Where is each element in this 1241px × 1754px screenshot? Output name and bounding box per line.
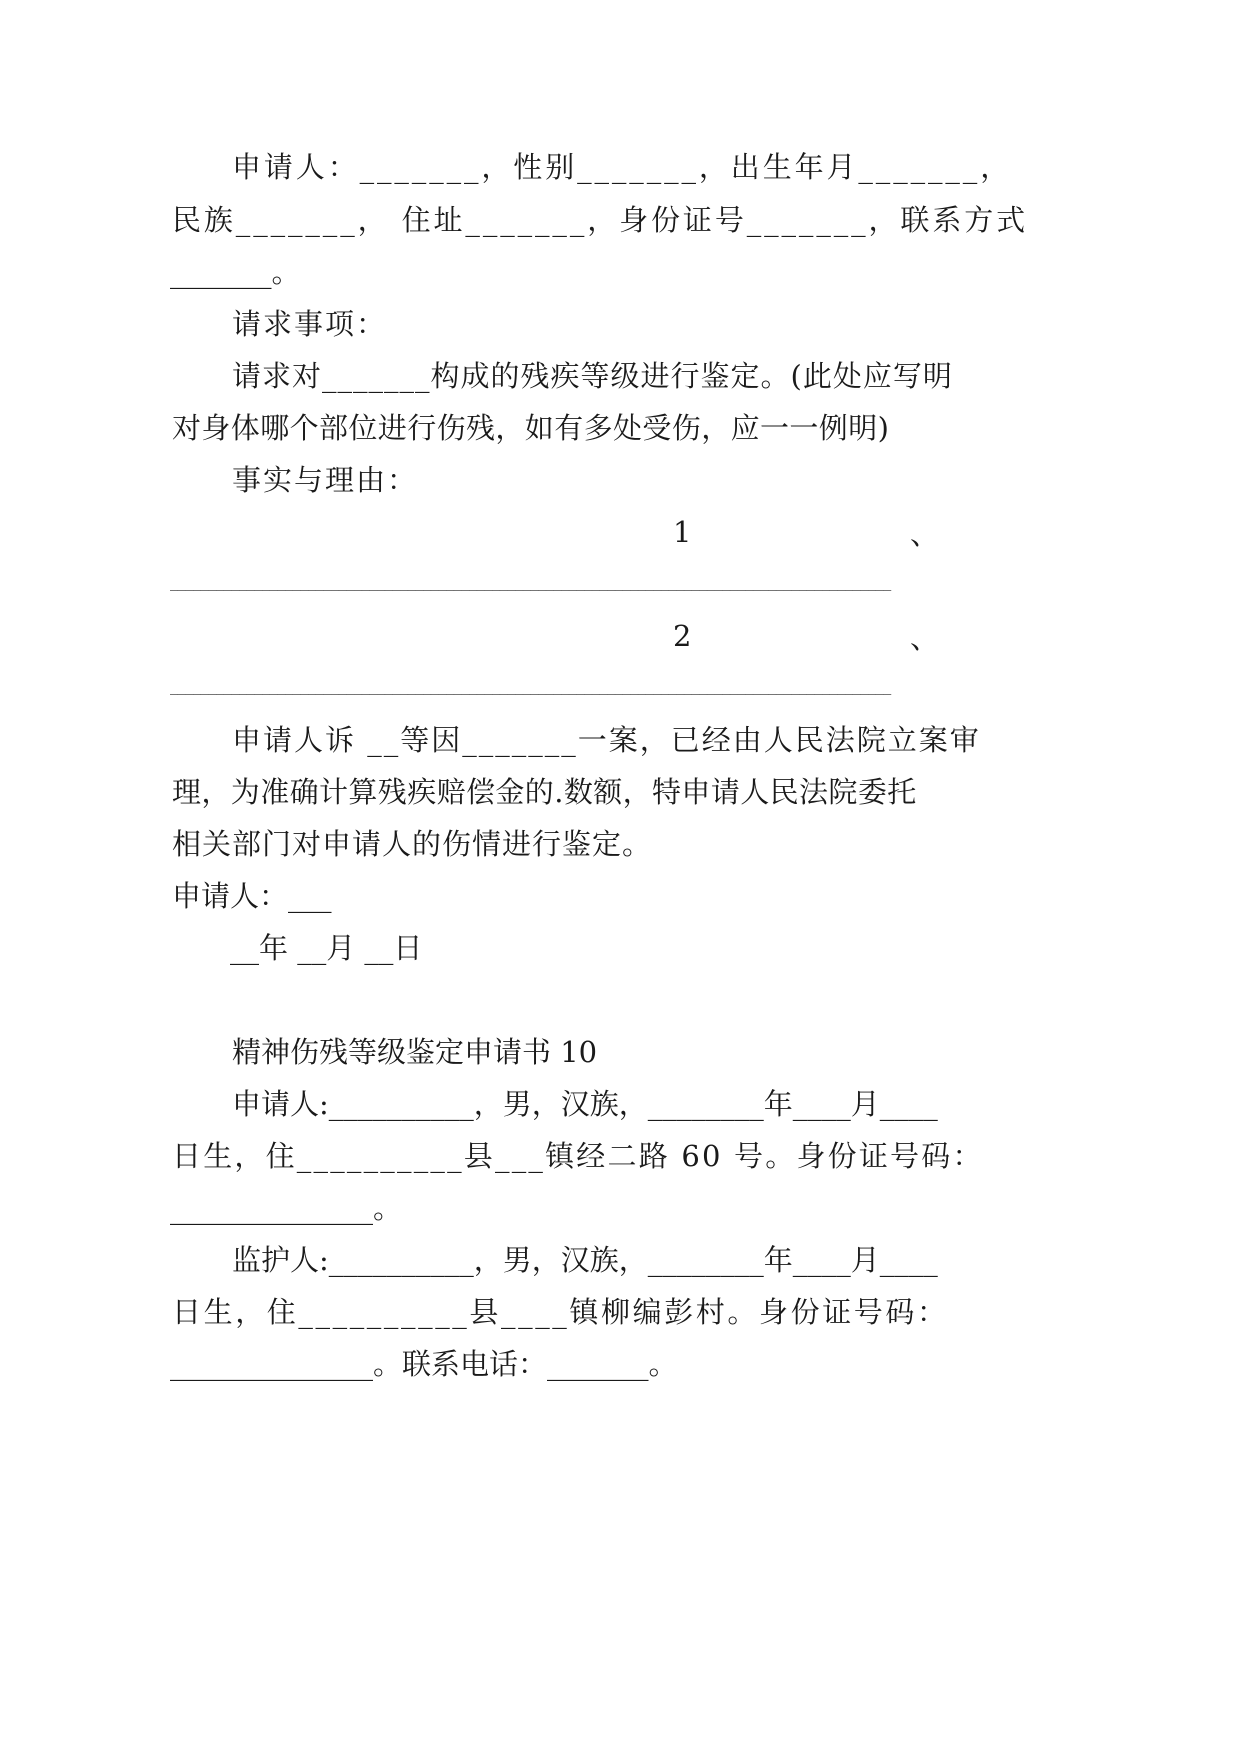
request-line-1: 请求对_______构成的残疾等级进行鉴定。(此处应写明 [232,359,953,393]
date-line: __年 __月 __日 [230,931,423,965]
body-line-2: 理，为准确计算残疾赔偿金的.数额，特申请人民法院委托 [172,775,917,809]
applicant2-line-2: 日生，住__________县___镇经二路 60 号。身份证号码： [172,1139,984,1173]
facts-heading: 事实与理由： [232,463,419,497]
item-1-mark: 、 [910,517,940,551]
applicant-line-1: 申请人：_______，性别_______，出生年月_______， [232,150,1013,184]
guardian-line-2: 日生，住__________县____镇柳编彭村。身份证号码： [172,1295,949,1329]
applicant2-line-3: ______________。 [170,1191,403,1225]
item-1-number: 1 [673,515,692,549]
applicant-line-2: 民族_______， 住址_______，身份证号_______，联系方式 [172,203,1029,237]
guardian-line-1: 监护人:__________，男，汉族，________年____月____ [232,1243,938,1277]
item-2-mark: 、 [910,621,940,655]
request-heading: 请求事项： [232,307,388,341]
guardian-line-3: ______________。联系电话：_______。 [170,1347,678,1381]
applicant-line-3: _______。 [170,255,301,289]
item-1-blank: ______________________________________________________________________________________________ [170,572,891,591]
body-line-3: 相关部门对申请人的伤情进行鉴定。 [172,827,653,861]
item-2-blank: ______________________________________________________________________________________________ [170,676,891,695]
request-line-2: 对身体哪个部位进行伤残，如有多处受伤，应一一例明) [172,411,890,445]
applicant2-line-1: 申请人:__________，男，汉族，________年____月____ [232,1087,938,1121]
section-title: 精神伤残等级鉴定申请书 10 [232,1035,598,1069]
signature-line: 申请人：___ [172,879,332,913]
item-2-number: 2 [673,619,692,653]
body-line-1: 申请人诉 __等因_______一案，已经由人民法院立案审 [232,723,981,757]
